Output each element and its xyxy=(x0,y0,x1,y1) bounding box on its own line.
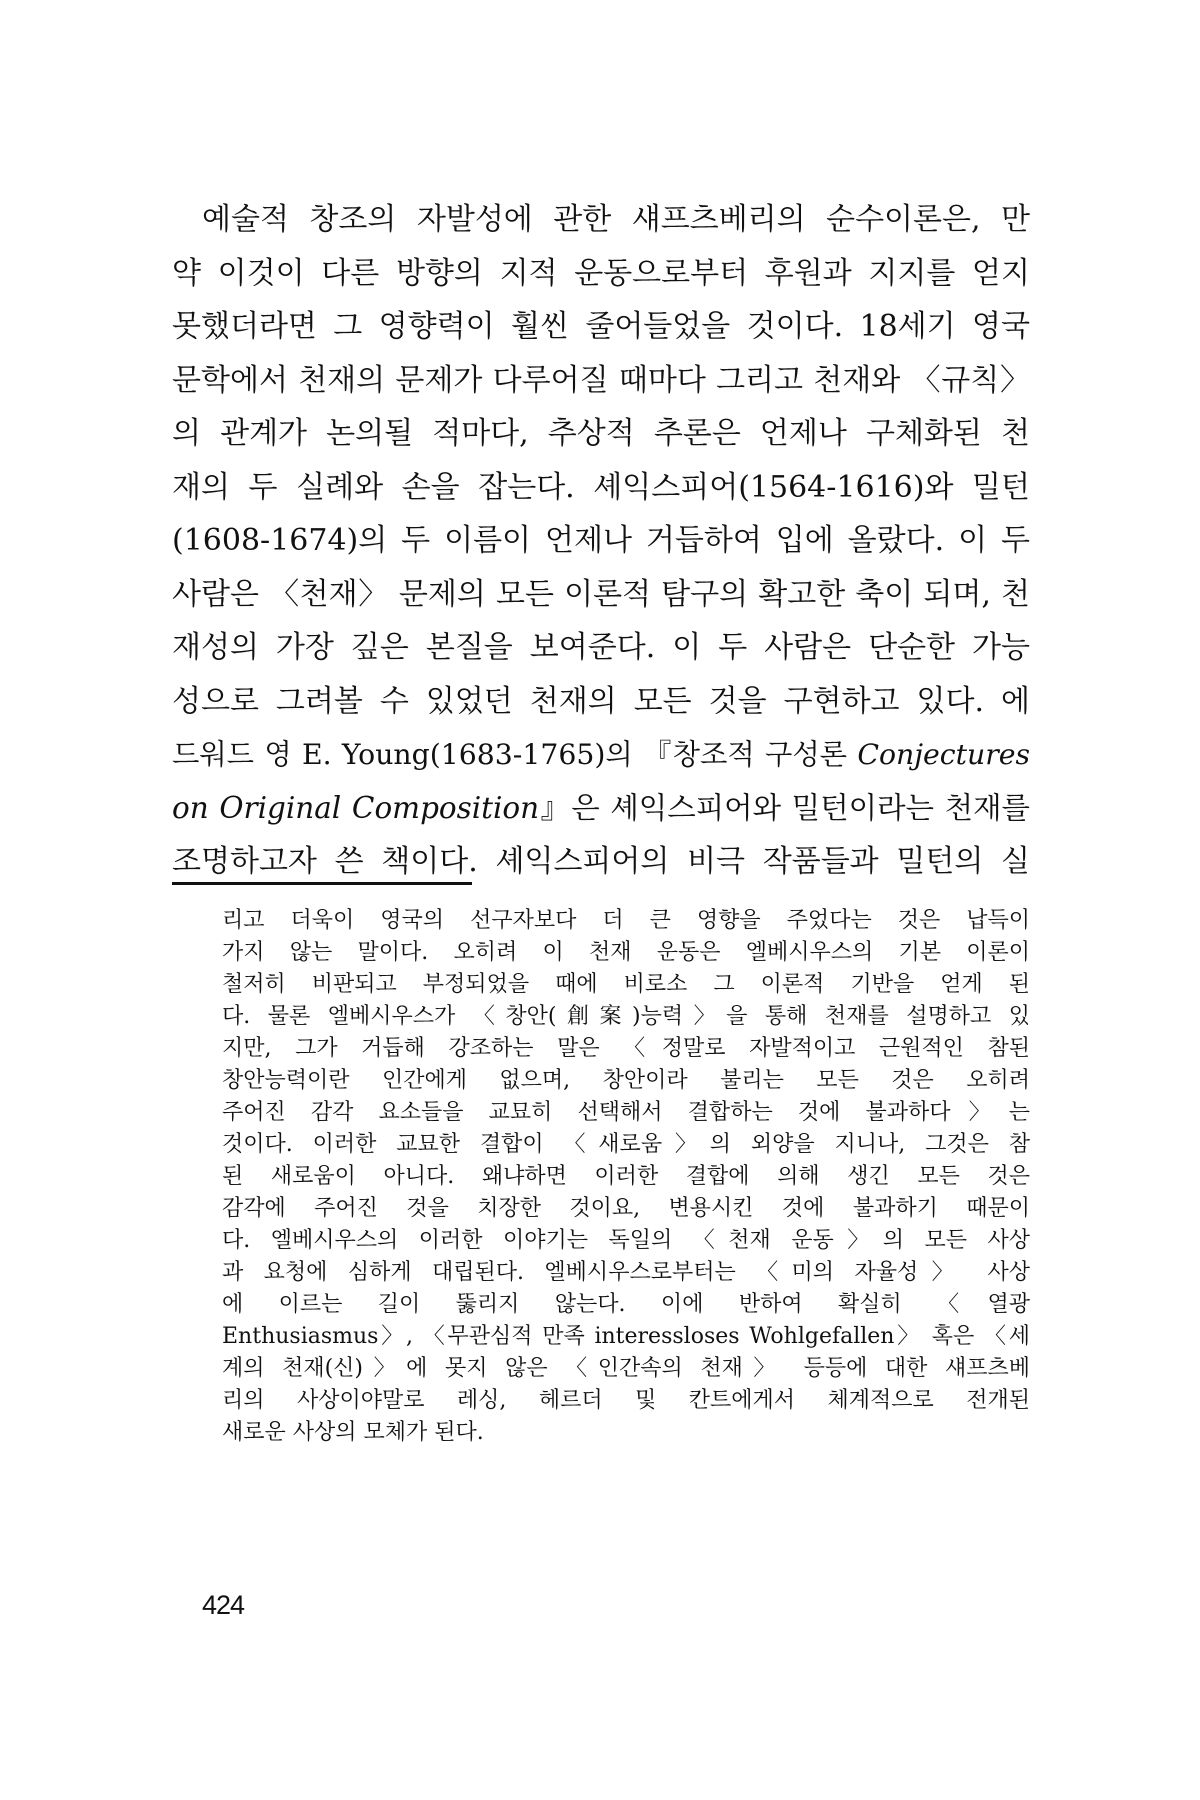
footnote-line: 과 요청에 심하게 대립된다. 엘베시우스로부터는 〈미의 자율성〉 사상 xyxy=(222,1260,1030,1285)
footnote-line: 에 이르는 길이 뚫리지 않는다. 이에 반하여 확실히 〈열광 xyxy=(222,1292,1030,1317)
footnote-line: 철저히 비판되고 부정되었을 때에 비로소 그 이론적 기반을 얻게 된 xyxy=(222,972,1030,997)
footnote-line: 다. 물론 엘베시우스가 〈창안(創案)능력〉을 통해 천재를 설명하고 있 xyxy=(222,1004,1030,1029)
footnote-line: 지만, 그가 거듭해 강조하는 말은 〈정말로 자발적이고 근원적인 참된 xyxy=(222,1036,1030,1061)
footnote-divider xyxy=(172,882,472,885)
body-line: (1608-1674)의 두 이름이 언제나 거듭하여 입에 올랐다. 이 두 xyxy=(172,523,1030,558)
body-line xyxy=(172,728,1030,782)
italic-title: on Original Composition xyxy=(172,790,540,825)
body-line-text: 드워드 영 E. Young(1683-1765)의 『창조적 구성론 xyxy=(172,738,848,771)
body-line: 성으로 그려볼 수 있었던 천재의 모든 것을 구현하고 있다. 에 xyxy=(172,683,1030,719)
body-line: 예술적 창조의 자발성에 관한 섀프츠베리의 순수이론은, 만 xyxy=(202,202,1030,237)
body-text xyxy=(172,193,1030,889)
footnote-line: 다. 엘베시우스의 이러한 이야기는 독일의 〈천재 운동〉의 모든 사상 xyxy=(222,1228,1030,1253)
body-line: 사람은 〈천재〉 문제의 모든 이론적 탐구의 확고한 축이 되며, 천 xyxy=(172,576,1030,612)
footnote-line: 것이다. 이러한 교묘한 결합이 〈새로움〉의 외양을 지니나, 그것은 참 xyxy=(222,1132,1030,1157)
footnote-line: 리의 사상이야말로 레싱, 헤르더 및 칸트에게서 체계적으로 전개된 xyxy=(222,1388,1030,1413)
page-number: 424 xyxy=(202,1590,245,1620)
body-line xyxy=(172,782,1030,836)
footnote-line: 창안능력이란 인간에게 없으며, 창안이라 불리는 모든 것은 오히려 xyxy=(222,1068,1030,1093)
footnote-line: Enthusiasmus〉, 〈무관심적 만족 interessloses Wohlgefallen〉 혹은 〈세 xyxy=(222,1324,1030,1349)
footnote-line: 리고 더욱이 영국의 선구자보다 더 큰 영향을 주었다는 것은 납득이 xyxy=(222,908,1030,933)
footnote-line: 계의 천재(신)〉에 못지 않은 〈인간속의 천재〉 등등에 대한 섀프츠베 xyxy=(222,1356,1030,1381)
footnote xyxy=(222,905,1030,1449)
italic-title: Conjectures xyxy=(857,738,1031,771)
body-line: 재의 두 실례와 손을 잡는다. 셰익스피어(1564-1616)와 밀턴 xyxy=(172,469,1030,505)
body-line: 문학에서 천재의 문제가 다루어질 때마다 그리고 천재와 〈규칙〉 xyxy=(172,362,1030,398)
footnote-line: 된 새로움이 아니다. 왜냐하면 이러한 결합에 의해 생긴 모든 것은 xyxy=(222,1164,1030,1189)
body-line: 재성의 가장 깊은 본질을 보여준다. 이 두 사람은 단순한 가능 xyxy=(172,630,1030,665)
body-line: 조명하고자 쓴 책이다. 셰익스피어의 비극 작품들과 밀턴의 실 xyxy=(172,844,1030,879)
body-line: 약 이것이 다른 방향의 지적 운동으로부터 후원과 지지를 얻지 xyxy=(172,255,1030,291)
body-line-text: 』은 셰익스피어와 밀턴이라는 천재를 xyxy=(539,790,1030,825)
footnote-line: 가지 않는 말이다. 오히려 이 천재 운동은 엘베시우스의 기본 이론이 xyxy=(222,940,1030,965)
footnote-line: 주어진 감각 요소들을 교묘히 선택해서 결합하는 것에 불과하다〉는 xyxy=(222,1100,1030,1125)
footnote-line: 감각에 주어진 것을 치장한 것이요, 변용시킨 것에 불과하기 때문이 xyxy=(222,1196,1030,1221)
footnote-line: 새로운 사상의 모체가 된다. xyxy=(222,1420,484,1445)
body-line: 의 관계가 논의될 적마다, 추상적 추론은 언제나 구체화된 천 xyxy=(172,416,1030,451)
body-line: 못했더라면 그 영향력이 훨씬 줄어들었을 것이다. 18세기 영국 xyxy=(172,309,1030,344)
